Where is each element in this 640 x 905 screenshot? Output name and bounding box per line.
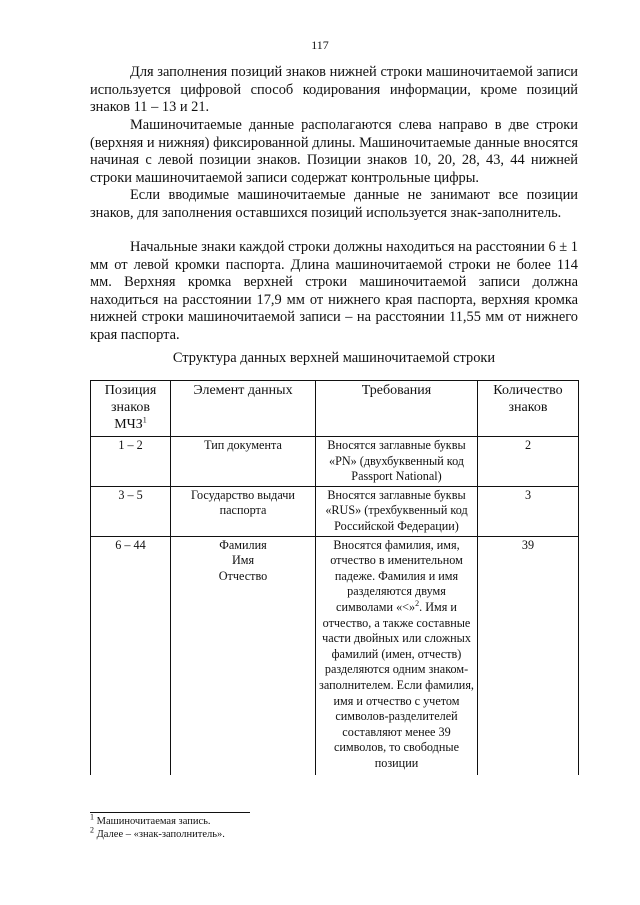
- table-header-row: [91, 381, 579, 437]
- paragraph-encoding: Для заполнения позиций знаков нижней строки машиночитаемой записи используется цифровой способ кодирования информации, кроме позиций знаков 11 – 13 и 21.: [90, 64, 578, 116]
- cell-requirements: [316, 536, 478, 775]
- cell-count: 3: [478, 486, 579, 536]
- table-row: [91, 536, 579, 775]
- paragraph-filler: Если вводимые машиночитаемые данные не занимают все позиции знаков, для заполнения оставшихся позиций используется знак-заполнитель.: [90, 187, 578, 221]
- footnote-2: [90, 825, 225, 840]
- cell-count: 2: [478, 437, 579, 487]
- footnote-text: Далее – «знак-заполнитель».: [96, 829, 225, 840]
- cell-element: [171, 536, 316, 775]
- footnote-mark: 1: [90, 812, 94, 822]
- cell-position: 3 – 5: [91, 486, 171, 536]
- cell-element: Государство выдачи паспорта: [171, 486, 316, 536]
- header-position: [91, 381, 171, 437]
- cell-position: 1 – 2: [91, 437, 171, 487]
- element-name: Имя: [231, 553, 255, 568]
- paragraph-dimensions: Начальные знаки каждой строки должны находиться на расстоянии 6 ± 1 мм от левой кромки паспорта. Длина машиночитаемой строки не более 114 мм. Верхняя кромка верхней строки машиночитаемой записи должна находиться на расстоянии 17,9 мм от нижнего края паспорта, верхняя кромка нижней строки машиночитаемой записи – на расстоянии 11,55 мм от нижнего края паспорта.: [90, 239, 578, 343]
- footnote-text: Машиночитаемая запись.: [96, 816, 211, 827]
- cell-position: 6 – 44: [91, 536, 171, 775]
- table-row: [91, 486, 579, 536]
- table-caption: Структура данных верхней машиночитаемой строки: [172, 350, 496, 366]
- cell-element: Тип документа: [171, 437, 316, 487]
- header-requirements: Требования: [316, 381, 478, 437]
- cell-requirements: Вносятся заглавные буквы «PN» (двухбуквенный код Passport National): [316, 437, 478, 487]
- footnote-mark: 2: [90, 825, 94, 835]
- requirements-main: Вносятся фамилия, имя, отчество в именительном падеже. Фамилия и имя разделяются двумя символами «<»: [330, 537, 463, 614]
- cell-requirements: Вносятся заглавные буквы «RUS» (трехбуквенный код Российской Федерации): [316, 486, 478, 536]
- footnote-1: [90, 812, 211, 827]
- paragraph-layout: Машиночитаемые данные располагаются слева направо в две строки (верхняя и нижняя) фиксированной длины. Машиночитаемые данные вносятся начиная с левой позиции знаков. Позиции знаков 10, 20, 28, 43, 44 нижней строки машиночитаемой записи содержат контрольные цифры.: [90, 117, 578, 186]
- page-number: 117: [311, 38, 329, 52]
- header-count: Количество знаков: [478, 381, 579, 437]
- table-row: [91, 437, 579, 487]
- cell-count: 39: [478, 536, 579, 775]
- mrz-structure-table: [90, 380, 579, 775]
- footnote-separator: [90, 812, 250, 813]
- header-element: Элемент данных: [171, 381, 316, 437]
- element-patronymic: Отчество: [218, 568, 268, 583]
- requirements-rest: . Имя и отчество, а также составные части двойных или сложных фамилий (имен, отчеств) разделяются одним знаком-заполнителем. Если фамилия, имя и отчество с учетом символов-разделителей составляют менее 39 символов, то свободные позиции: [319, 599, 474, 770]
- element-surname: Фамилия: [219, 537, 267, 552]
- header-position-label: Позиция знаков МЧЗ: [104, 383, 157, 432]
- footnote-ref-2: 2: [415, 598, 420, 608]
- footnote-ref-1: 1: [142, 415, 147, 425]
